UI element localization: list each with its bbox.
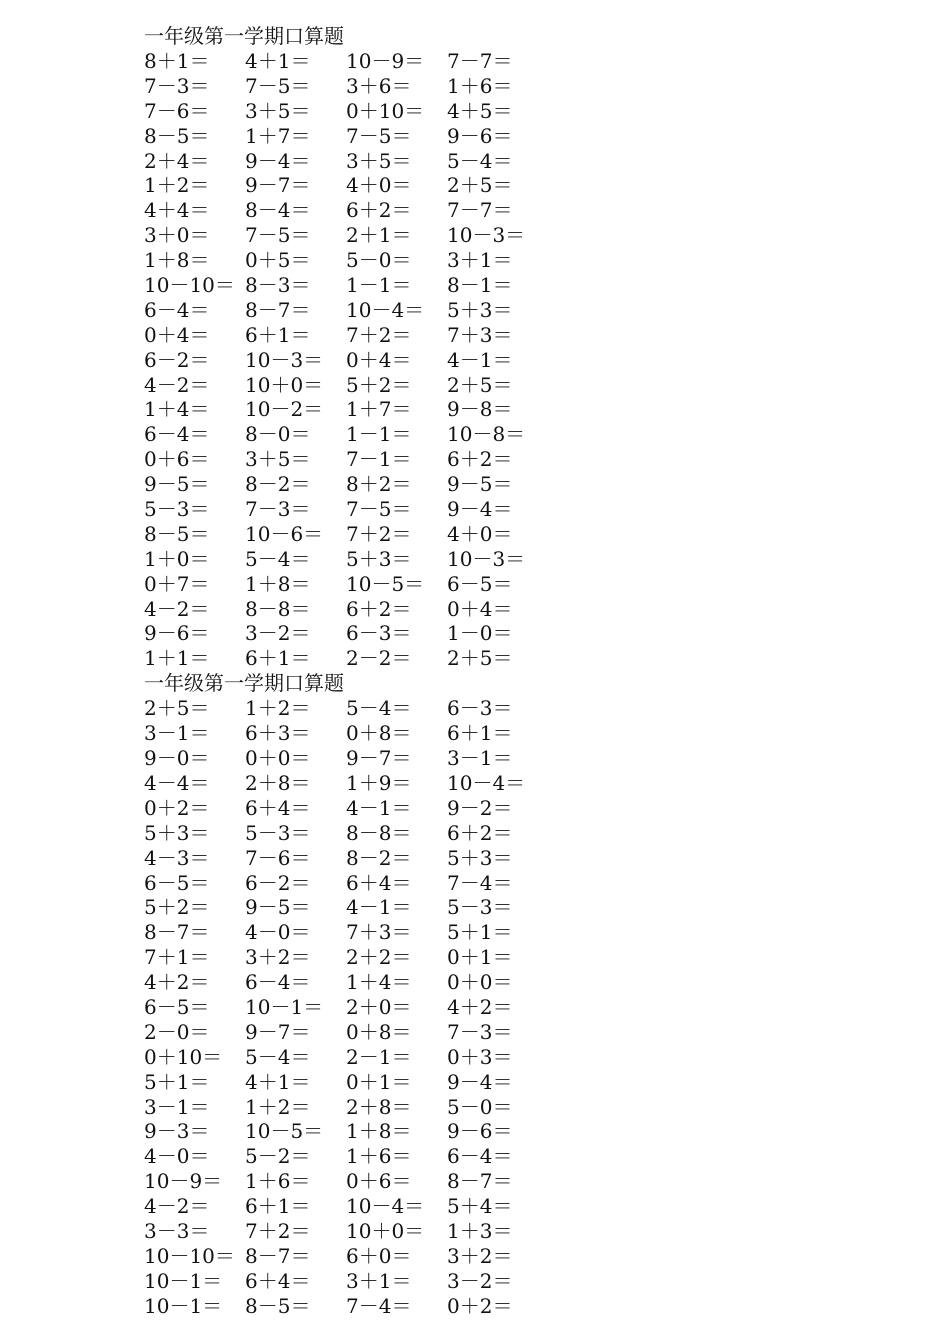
arithmetic-problem: 9－5＝ xyxy=(447,472,513,497)
arithmetic-problem: 9－6＝ xyxy=(447,123,513,148)
arithmetic-problem: 6－3＝ xyxy=(447,696,513,721)
arithmetic-problem: 7＋3＝ xyxy=(447,322,513,347)
arithmetic-problem: 7－3＝ xyxy=(447,1019,513,1044)
worksheet-title: 一年级第一学期口算题 xyxy=(144,671,344,696)
problem-row xyxy=(144,1269,844,1294)
arithmetic-problem: 1＋2＝ xyxy=(245,696,311,721)
arithmetic-problem: 6－4＝ xyxy=(144,422,210,447)
problem-row xyxy=(144,696,844,721)
arithmetic-problem: 6－2＝ xyxy=(245,870,311,895)
arithmetic-problem: 0＋7＝ xyxy=(144,571,210,596)
arithmetic-problem: 5＋3＝ xyxy=(144,820,210,845)
arithmetic-problem: 9－8＝ xyxy=(447,397,513,422)
arithmetic-problem: 6－4＝ xyxy=(447,1144,513,1169)
arithmetic-problem: 6＋3＝ xyxy=(245,721,311,746)
arithmetic-problem: 5＋1＝ xyxy=(447,920,513,945)
arithmetic-problem: 5＋2＝ xyxy=(144,895,210,920)
arithmetic-problem: 0＋0＝ xyxy=(245,746,311,771)
arithmetic-problem: 4＋5＝ xyxy=(447,98,513,123)
arithmetic-problem: 1－0＝ xyxy=(447,621,513,646)
arithmetic-problem: 1＋7＝ xyxy=(245,123,311,148)
arithmetic-problem: 7－3＝ xyxy=(245,497,311,522)
arithmetic-problem: 10－4＝ xyxy=(346,1194,425,1219)
arithmetic-problem: 4－1＝ xyxy=(346,895,412,920)
problem-row xyxy=(144,1119,844,1144)
arithmetic-problem: 6＋2＝ xyxy=(346,198,412,223)
arithmetic-problem: 9－4＝ xyxy=(447,497,513,522)
problem-row xyxy=(144,1020,844,1045)
arithmetic-problem: 5＋1＝ xyxy=(144,1069,210,1094)
arithmetic-problem: 9－5＝ xyxy=(144,472,210,497)
arithmetic-problem: 1＋8＝ xyxy=(245,571,311,596)
problem-grid xyxy=(144,696,844,1318)
arithmetic-problem: 6＋4＝ xyxy=(245,1268,311,1293)
arithmetic-problem: 10－9＝ xyxy=(144,1169,223,1194)
problem-row xyxy=(144,373,844,398)
arithmetic-problem: 0＋8＝ xyxy=(346,721,412,746)
problem-row xyxy=(144,1244,844,1269)
arithmetic-problem: 8－1＝ xyxy=(447,273,513,298)
arithmetic-problem: 4＋2＝ xyxy=(447,994,513,1019)
problem-row xyxy=(144,323,844,348)
arithmetic-problem: 0＋5＝ xyxy=(245,248,311,273)
arithmetic-problem: 7－1＝ xyxy=(346,447,412,472)
arithmetic-problem: 3＋5＝ xyxy=(245,447,311,472)
arithmetic-problem: 1＋4＝ xyxy=(144,397,210,422)
arithmetic-problem: 4＋2＝ xyxy=(144,970,210,995)
worksheet-page xyxy=(144,24,844,1319)
arithmetic-problem: 1－1＝ xyxy=(346,273,412,298)
arithmetic-problem: 8－8＝ xyxy=(346,820,412,845)
arithmetic-problem: 3－1＝ xyxy=(447,746,513,771)
arithmetic-problem: 5＋2＝ xyxy=(346,372,412,397)
arithmetic-problem: 4－0＝ xyxy=(245,920,311,945)
problem-row xyxy=(144,74,844,99)
arithmetic-problem: 3＋5＝ xyxy=(346,148,412,173)
problem-row xyxy=(144,970,844,995)
arithmetic-problem: 6－2＝ xyxy=(144,347,210,372)
arithmetic-problem: 8－7＝ xyxy=(144,920,210,945)
problem-row xyxy=(144,1095,844,1120)
arithmetic-problem: 10－10＝ xyxy=(144,273,235,298)
arithmetic-problem: 10－8＝ xyxy=(447,422,526,447)
problem-row xyxy=(144,621,844,646)
arithmetic-problem: 1＋8＝ xyxy=(144,248,210,273)
arithmetic-problem: 7－7＝ xyxy=(447,49,513,73)
arithmetic-problem: 7＋3＝ xyxy=(346,920,412,945)
arithmetic-problem: 7＋2＝ xyxy=(346,521,412,546)
arithmetic-problem: 2＋0＝ xyxy=(346,994,412,1019)
arithmetic-problem: 7－4＝ xyxy=(346,1293,412,1318)
arithmetic-problem: 2＋5＝ xyxy=(447,372,513,397)
arithmetic-problem: 9－4＝ xyxy=(245,148,311,173)
arithmetic-problem: 4＋0＝ xyxy=(447,521,513,546)
arithmetic-problem: 1＋3＝ xyxy=(447,1218,513,1243)
arithmetic-problem: 4－2＝ xyxy=(144,596,210,621)
arithmetic-problem: 5＋4＝ xyxy=(447,1194,513,1219)
arithmetic-problem: 2＋5＝ xyxy=(447,646,513,671)
arithmetic-problem: 1＋2＝ xyxy=(144,173,210,198)
arithmetic-problem: 10－1＝ xyxy=(144,1293,223,1318)
arithmetic-problem: 9－7＝ xyxy=(346,746,412,771)
arithmetic-problem: 8－7＝ xyxy=(245,297,311,322)
arithmetic-problem: 5－4＝ xyxy=(447,148,513,173)
arithmetic-problem: 5－2＝ xyxy=(245,1144,311,1169)
problem-row xyxy=(144,248,844,273)
arithmetic-problem: 0＋2＝ xyxy=(447,1293,513,1318)
arithmetic-problem: 1－1＝ xyxy=(346,422,412,447)
worksheet-title: 一年级第一学期口算题 xyxy=(144,24,344,48)
arithmetic-problem: 10－2＝ xyxy=(245,397,324,422)
arithmetic-problem: 9－0＝ xyxy=(144,746,210,771)
problem-row xyxy=(144,1169,844,1194)
arithmetic-problem: 7－7＝ xyxy=(447,198,513,223)
arithmetic-problem: 10－10＝ xyxy=(144,1243,235,1268)
arithmetic-problem: 2＋1＝ xyxy=(346,223,412,248)
problem-row xyxy=(144,298,844,323)
arithmetic-problem: 6－5＝ xyxy=(144,870,210,895)
arithmetic-problem: 3＋2＝ xyxy=(447,1243,513,1268)
arithmetic-problem: 2＋8＝ xyxy=(245,770,311,795)
arithmetic-problem: 10＋0＝ xyxy=(245,372,324,397)
arithmetic-problem: 6＋2＝ xyxy=(447,820,513,845)
arithmetic-problem: 2－2＝ xyxy=(346,646,412,671)
arithmetic-problem: 10－6＝ xyxy=(245,521,324,546)
arithmetic-problem: 1＋1＝ xyxy=(144,646,210,671)
arithmetic-problem: 3＋1＝ xyxy=(447,248,513,273)
problem-row xyxy=(144,1194,844,1219)
problem-row xyxy=(144,871,844,896)
arithmetic-problem: 9－2＝ xyxy=(447,795,513,820)
problem-row xyxy=(144,995,844,1020)
problem-row xyxy=(144,1045,844,1070)
problem-row xyxy=(144,397,844,422)
arithmetic-problem: 6－5＝ xyxy=(144,994,210,1019)
problem-row xyxy=(144,547,844,572)
arithmetic-problem: 10－1＝ xyxy=(245,994,324,1019)
arithmetic-problem: 10－5＝ xyxy=(245,1119,324,1144)
problem-row xyxy=(144,198,844,223)
problem-row xyxy=(144,348,844,373)
arithmetic-problem: 10－4＝ xyxy=(346,297,425,322)
problem-row xyxy=(144,522,844,547)
arithmetic-problem: 6－5＝ xyxy=(447,571,513,596)
arithmetic-problem: 4＋0＝ xyxy=(346,173,412,198)
arithmetic-problem: 10－4＝ xyxy=(447,770,526,795)
arithmetic-problem: 5－3＝ xyxy=(144,497,210,522)
arithmetic-problem: 6－3＝ xyxy=(346,621,412,646)
arithmetic-problem: 8－8＝ xyxy=(245,596,311,621)
problem-row xyxy=(144,945,844,970)
problem-row xyxy=(144,173,844,198)
arithmetic-problem: 9－7＝ xyxy=(245,1019,311,1044)
arithmetic-problem: 5－4＝ xyxy=(346,696,412,721)
problem-row xyxy=(144,223,844,248)
arithmetic-problem: 4－1＝ xyxy=(346,795,412,820)
arithmetic-problem: 6＋2＝ xyxy=(346,596,412,621)
arithmetic-problem: 1＋6＝ xyxy=(346,1144,412,1169)
arithmetic-problem: 8－5＝ xyxy=(144,123,210,148)
arithmetic-problem: 10＋0＝ xyxy=(346,1218,425,1243)
arithmetic-problem: 2＋8＝ xyxy=(346,1094,412,1119)
arithmetic-problem: 3－2＝ xyxy=(447,1268,513,1293)
arithmetic-problem: 10－3＝ xyxy=(245,347,324,372)
arithmetic-problem: 1＋4＝ xyxy=(346,970,412,995)
arithmetic-problem: 0＋1＝ xyxy=(447,945,513,970)
arithmetic-problem: 0＋6＝ xyxy=(346,1169,412,1194)
arithmetic-problem: 6＋1＝ xyxy=(245,322,311,347)
problem-row xyxy=(144,422,844,447)
arithmetic-problem: 4－2＝ xyxy=(144,1194,210,1219)
arithmetic-problem: 5＋3＝ xyxy=(447,845,513,870)
arithmetic-problem: 7＋2＝ xyxy=(346,322,412,347)
problem-row xyxy=(144,572,844,597)
arithmetic-problem: 3＋1＝ xyxy=(346,1268,412,1293)
arithmetic-problem: 5－4＝ xyxy=(245,1044,311,1069)
problem-row xyxy=(144,149,844,174)
problem-row xyxy=(144,920,844,945)
problem-row xyxy=(144,1144,844,1169)
arithmetic-problem: 1＋8＝ xyxy=(346,1119,412,1144)
problem-row xyxy=(144,1070,844,1095)
arithmetic-problem: 2＋2＝ xyxy=(346,945,412,970)
problem-row xyxy=(144,124,844,149)
arithmetic-problem: 5＋3＝ xyxy=(346,546,412,571)
arithmetic-problem: 7－5＝ xyxy=(346,123,412,148)
arithmetic-problem: 0＋6＝ xyxy=(144,447,210,472)
problem-row xyxy=(144,821,844,846)
problem-row xyxy=(144,771,844,796)
arithmetic-problem: 6＋1＝ xyxy=(245,1194,311,1219)
arithmetic-problem: 4－3＝ xyxy=(144,845,210,870)
arithmetic-problem: 1＋6＝ xyxy=(447,73,513,98)
arithmetic-problem: 5－0＝ xyxy=(447,1094,513,1119)
arithmetic-problem: 8－0＝ xyxy=(245,422,311,447)
arithmetic-problem: 10－5＝ xyxy=(346,571,425,596)
arithmetic-problem: 0＋10＝ xyxy=(144,1044,223,1069)
arithmetic-problem: 8－2＝ xyxy=(346,845,412,870)
problem-row xyxy=(144,721,844,746)
problem-row xyxy=(144,846,844,871)
arithmetic-problem: 6＋0＝ xyxy=(346,1243,412,1268)
arithmetic-problem: 3＋2＝ xyxy=(245,945,311,970)
arithmetic-problem: 4＋4＝ xyxy=(144,198,210,223)
arithmetic-problem: 3－2＝ xyxy=(245,621,311,646)
arithmetic-problem: 6＋4＝ xyxy=(245,795,311,820)
arithmetic-problem: 4＋1＝ xyxy=(245,1069,311,1094)
arithmetic-problem: 0＋1＝ xyxy=(346,1069,412,1094)
arithmetic-problem: 9－5＝ xyxy=(245,895,311,920)
arithmetic-problem: 1＋7＝ xyxy=(346,397,412,422)
problem-row xyxy=(144,646,844,671)
arithmetic-problem: 8＋1＝ xyxy=(144,49,210,73)
arithmetic-problem: 8＋2＝ xyxy=(346,472,412,497)
problem-row xyxy=(144,497,844,522)
problem-row xyxy=(144,1294,844,1319)
problem-row xyxy=(144,472,844,497)
arithmetic-problem: 1＋2＝ xyxy=(245,1094,311,1119)
arithmetic-problem: 7－5＝ xyxy=(245,73,311,98)
problem-row xyxy=(144,746,844,771)
arithmetic-problem: 4－2＝ xyxy=(144,372,210,397)
arithmetic-problem: 6－4＝ xyxy=(144,297,210,322)
arithmetic-problem: 4＋1＝ xyxy=(245,49,311,73)
arithmetic-problem: 0＋4＝ xyxy=(447,596,513,621)
arithmetic-problem: 5－0＝ xyxy=(346,248,412,273)
arithmetic-problem: 7－6＝ xyxy=(144,98,210,123)
arithmetic-problem: 0＋4＝ xyxy=(144,322,210,347)
arithmetic-problem: 8－7＝ xyxy=(245,1243,311,1268)
arithmetic-problem: 10－9＝ xyxy=(346,49,425,73)
arithmetic-problem: 6＋2＝ xyxy=(447,447,513,472)
arithmetic-problem: 4－4＝ xyxy=(144,770,210,795)
arithmetic-problem: 6＋4＝ xyxy=(346,870,412,895)
arithmetic-problem: 9－3＝ xyxy=(144,1119,210,1144)
arithmetic-problem: 8－7＝ xyxy=(447,1169,513,1194)
problem-grid xyxy=(144,49,844,671)
arithmetic-problem: 0＋4＝ xyxy=(346,347,412,372)
problem-row xyxy=(144,895,844,920)
arithmetic-problem: 3－1＝ xyxy=(144,1094,210,1119)
arithmetic-problem: 2＋5＝ xyxy=(144,696,210,721)
arithmetic-problem: 3－1＝ xyxy=(144,721,210,746)
arithmetic-problem: 3－3＝ xyxy=(144,1218,210,1243)
arithmetic-problem: 3＋0＝ xyxy=(144,223,210,248)
arithmetic-problem: 4－0＝ xyxy=(144,1144,210,1169)
arithmetic-problem: 2－0＝ xyxy=(144,1019,210,1044)
arithmetic-problem: 6＋1＝ xyxy=(447,721,513,746)
arithmetic-problem: 7－4＝ xyxy=(447,870,513,895)
arithmetic-problem: 8－3＝ xyxy=(245,273,311,298)
arithmetic-problem: 7＋1＝ xyxy=(144,945,210,970)
arithmetic-problem: 10－1＝ xyxy=(144,1268,223,1293)
arithmetic-problem: 0＋0＝ xyxy=(447,970,513,995)
problem-row xyxy=(144,796,844,821)
arithmetic-problem: 8－5＝ xyxy=(245,1293,311,1318)
arithmetic-problem: 6－4＝ xyxy=(245,970,311,995)
arithmetic-problem: 5－3＝ xyxy=(447,895,513,920)
problem-row xyxy=(144,597,844,622)
arithmetic-problem: 0＋8＝ xyxy=(346,1019,412,1044)
arithmetic-problem: 7－3＝ xyxy=(144,73,210,98)
arithmetic-problem: 3＋6＝ xyxy=(346,73,412,98)
arithmetic-problem: 0＋10＝ xyxy=(346,98,425,123)
arithmetic-problem: 0＋3＝ xyxy=(447,1044,513,1069)
arithmetic-problem: 8－4＝ xyxy=(245,198,311,223)
arithmetic-problem: 9－7＝ xyxy=(245,173,311,198)
arithmetic-problem: 9－4＝ xyxy=(447,1069,513,1094)
arithmetic-problem: 5－4＝ xyxy=(245,546,311,571)
arithmetic-problem: 7－5＝ xyxy=(346,497,412,522)
arithmetic-problem: 7－5＝ xyxy=(245,223,311,248)
arithmetic-problem: 4－1＝ xyxy=(447,347,513,372)
arithmetic-problem: 9－6＝ xyxy=(447,1119,513,1144)
arithmetic-problem: 5＋3＝ xyxy=(447,297,513,322)
arithmetic-problem: 10－3＝ xyxy=(447,223,526,248)
problem-row xyxy=(144,99,844,124)
arithmetic-problem: 7＋2＝ xyxy=(245,1218,311,1243)
arithmetic-problem: 8－5＝ xyxy=(144,521,210,546)
arithmetic-problem: 7－6＝ xyxy=(245,845,311,870)
problem-row xyxy=(144,273,844,298)
arithmetic-problem: 9－6＝ xyxy=(144,621,210,646)
arithmetic-problem: 1＋9＝ xyxy=(346,770,412,795)
arithmetic-problem: 3＋5＝ xyxy=(245,98,311,123)
problem-row xyxy=(144,447,844,472)
arithmetic-problem: 1＋6＝ xyxy=(245,1169,311,1194)
arithmetic-problem: 5－3＝ xyxy=(245,820,311,845)
arithmetic-problem: 0＋2＝ xyxy=(144,795,210,820)
arithmetic-problem: 2＋4＝ xyxy=(144,148,210,173)
arithmetic-problem: 6＋1＝ xyxy=(245,646,311,671)
arithmetic-problem: 2＋5＝ xyxy=(447,173,513,198)
arithmetic-problem: 2－1＝ xyxy=(346,1044,412,1069)
worksheet-sections xyxy=(144,24,844,1319)
arithmetic-problem: 1＋0＝ xyxy=(144,546,210,571)
arithmetic-problem: 10－3＝ xyxy=(447,546,526,571)
problem-row xyxy=(144,49,844,74)
problem-row xyxy=(144,1219,844,1244)
arithmetic-problem: 8－2＝ xyxy=(245,472,311,497)
